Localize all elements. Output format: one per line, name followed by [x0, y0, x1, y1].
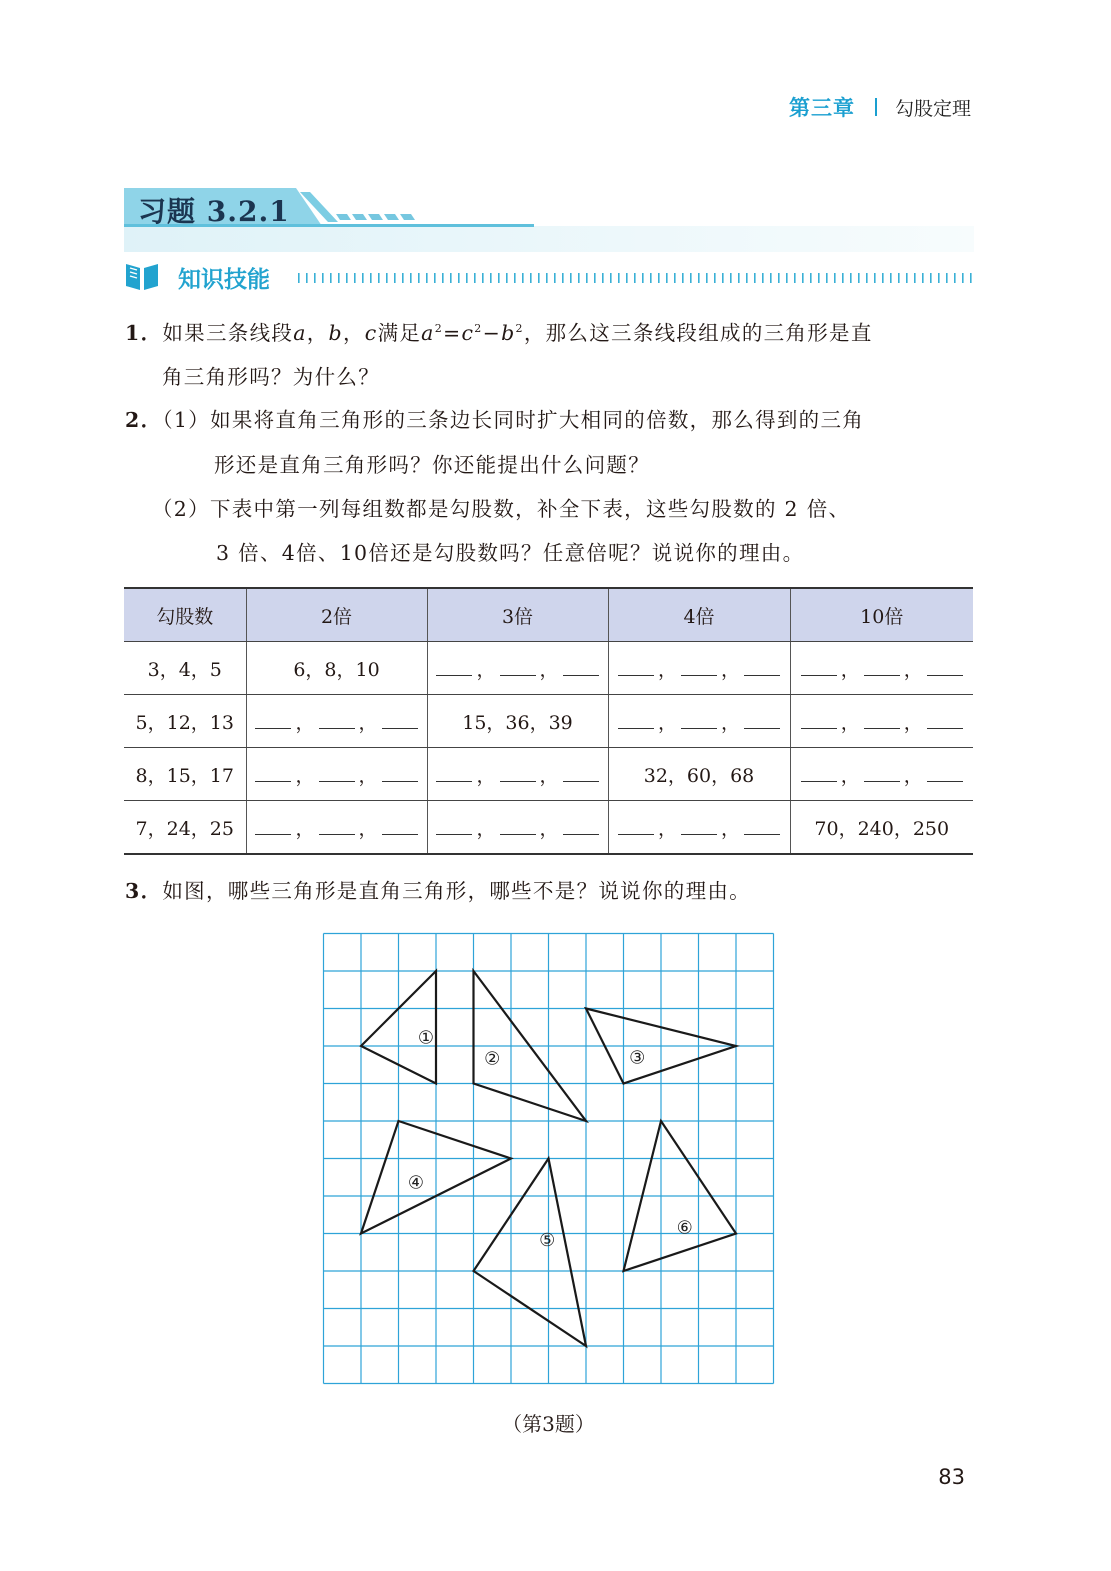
fill-in-blank[interactable]	[801, 765, 837, 782]
blank-separator: ，	[840, 658, 860, 681]
pythagorean-table	[124, 587, 973, 855]
fill-in-blank[interactable]	[927, 659, 963, 676]
section-title: 知识技能	[178, 267, 270, 293]
blank-separator: ，	[295, 817, 315, 840]
table-cell	[246, 748, 427, 801]
fill-in-blank[interactable]	[500, 659, 536, 676]
fill-in-blank[interactable]	[681, 818, 717, 835]
q3-number: 3．	[125, 879, 163, 903]
triangle-grid-figure	[322, 932, 776, 1386]
fill-in-blank[interactable]	[618, 712, 654, 729]
table-cell	[608, 642, 790, 695]
blank-separator: ，	[657, 817, 677, 840]
q1-eq-sup1: 2	[434, 322, 444, 335]
fill-in-blank[interactable]	[382, 818, 418, 835]
fill-in-blank[interactable]	[436, 659, 472, 676]
blank-separator: ，	[358, 711, 378, 734]
fill-in-blank[interactable]	[864, 712, 900, 729]
table-header: 勾股数	[124, 588, 246, 642]
blank-separator: ，	[903, 711, 923, 734]
fill-in-blank[interactable]	[319, 765, 355, 782]
fill-in-blank[interactable]	[382, 765, 418, 782]
q2-p1-text1: （1）如果将直角三角形的三条边长同时扩大相同的倍数，那么得到的三角	[162, 408, 865, 432]
table-cell: 8，15，17	[124, 748, 246, 801]
fill-in-blank[interactable]	[801, 659, 837, 676]
blank-separator: ，	[539, 817, 559, 840]
q1-eq-sup2: 2	[474, 322, 483, 335]
q2-p2-line2: 3 倍、4倍、10倍还是勾股数吗？任意倍呢？说说你的理由。	[216, 541, 805, 565]
fill-in-blank[interactable]	[319, 712, 355, 729]
q1-eq-equal: =	[443, 321, 462, 345]
table-cell	[608, 801, 790, 855]
blank-separator: ，	[539, 764, 559, 787]
table-header: 4倍	[608, 588, 790, 642]
triangle-label-4: ④	[407, 1172, 425, 1194]
table-cell: 32，60，68	[608, 748, 790, 801]
table-row	[124, 801, 973, 855]
blank-separator: ，	[295, 764, 315, 787]
page-number: 83	[938, 1465, 965, 1489]
q2-p1-line1	[125, 405, 864, 435]
table-cell	[790, 748, 973, 801]
q1-eq-a: a	[421, 321, 435, 345]
fill-in-blank[interactable]	[255, 818, 291, 835]
q1-comma1: ，	[306, 321, 329, 345]
fill-in-blank[interactable]	[382, 712, 418, 729]
blank-separator: ，	[476, 658, 496, 681]
table-cell	[608, 695, 790, 748]
book-icon	[124, 260, 160, 292]
q1-text-a: 如果三条线段	[162, 321, 294, 345]
q1-text-b: 满足	[377, 321, 422, 345]
q3-text: 如图，哪些三角形是直角三角形，哪些不是？说说你的理由。	[162, 879, 751, 903]
fill-in-blank[interactable]	[681, 712, 717, 729]
q1-text-c: ，那么这三条线段组成的三角形是直	[523, 321, 873, 345]
blank-separator: ，	[721, 711, 741, 734]
q1-var-c: c	[364, 321, 378, 345]
running-head	[789, 92, 971, 122]
table-cell	[427, 642, 608, 695]
chapter-title: 勾股定理	[894, 97, 971, 120]
table-row	[124, 748, 973, 801]
blank-separator: ，	[476, 764, 496, 787]
triangle-label-3: ③	[629, 1047, 646, 1069]
blank-separator: ，	[721, 817, 741, 840]
header-separator	[875, 98, 877, 116]
table-row	[124, 695, 973, 748]
fill-in-blank[interactable]	[500, 818, 536, 835]
q1-eq-c: c	[461, 321, 475, 345]
q2-number: 2．	[125, 408, 163, 432]
table-header: 3倍	[427, 588, 608, 642]
q1-var-a: a	[293, 321, 307, 345]
table-header-row	[124, 588, 973, 642]
blank-separator: ，	[476, 817, 496, 840]
q3-line	[125, 876, 751, 906]
table-cell: 6，8，10	[246, 642, 427, 695]
table-cell	[427, 801, 608, 855]
fill-in-blank[interactable]	[864, 659, 900, 676]
fill-in-blank[interactable]	[744, 659, 780, 676]
triangle-label-5: ⑤	[539, 1229, 556, 1251]
blank-separator: ，	[539, 658, 559, 681]
fill-in-blank[interactable]	[618, 659, 654, 676]
triangle-label-1: ①	[417, 1027, 435, 1049]
table-cell	[790, 642, 973, 695]
fill-in-blank[interactable]	[618, 818, 654, 835]
q1-eq-minus: −	[482, 321, 502, 345]
table-cell: 5，12，13	[124, 695, 246, 748]
q1-comma2: ，	[342, 321, 365, 345]
q2-p2-line1: （2）下表中第一列每组数都是勾股数，补全下表，这些勾股数的 2 倍、	[152, 497, 851, 521]
blank-separator: ，	[657, 658, 677, 681]
table-cell: 7，24，25	[124, 801, 246, 855]
fill-in-blank[interactable]	[255, 765, 291, 782]
blank-separator: ，	[358, 764, 378, 787]
triangle-label-6: ⑥	[676, 1217, 693, 1239]
q1-eq-b: b	[501, 321, 516, 345]
exercise-title: 习题 3.2.1	[138, 195, 290, 228]
q1-number: 1．	[125, 321, 163, 345]
fill-in-blank[interactable]	[255, 712, 291, 729]
blank-separator: ，	[840, 711, 860, 734]
figure-caption: （第3题）	[502, 1412, 595, 1436]
table-header: 2倍	[246, 588, 427, 642]
section-dotted-rule	[298, 271, 976, 285]
fill-in-blank[interactable]	[864, 765, 900, 782]
triangle-5	[474, 1159, 587, 1347]
table-header: 10倍	[790, 588, 973, 642]
table-cell	[246, 695, 427, 748]
fill-in-blank[interactable]	[801, 712, 837, 729]
fill-in-blank[interactable]	[436, 818, 472, 835]
blank-separator: ，	[358, 817, 378, 840]
blank-separator: ，	[721, 658, 741, 681]
fill-in-blank[interactable]	[927, 712, 963, 729]
blank-separator: ，	[657, 711, 677, 734]
q1-eq-sup3: 2	[515, 322, 524, 335]
q1-var-b: b	[328, 321, 343, 345]
fill-in-blank[interactable]	[563, 659, 599, 676]
blank-separator: ，	[903, 764, 923, 787]
fill-in-blank[interactable]	[744, 712, 780, 729]
table-cell	[427, 748, 608, 801]
q1-line1	[125, 318, 873, 348]
fill-in-blank[interactable]	[563, 818, 599, 835]
blank-separator: ，	[903, 658, 923, 681]
fill-in-blank[interactable]	[681, 659, 717, 676]
q1-line2: 角三角形吗？为什么？	[162, 365, 380, 389]
table-row	[124, 642, 973, 695]
q2-p1-line2: 形还是直角三角形吗？你还能提出什么问题？	[214, 453, 650, 477]
chapter-label: 第三章	[788, 96, 855, 120]
fill-in-blank[interactable]	[500, 765, 536, 782]
fill-in-blank[interactable]	[436, 765, 472, 782]
table-cell: 15，36，39	[427, 695, 608, 748]
table-cell	[790, 695, 973, 748]
fill-in-blank[interactable]	[319, 818, 355, 835]
table-cell: 70，240，250	[790, 801, 973, 855]
table-cell	[246, 801, 427, 855]
fill-in-blank[interactable]	[927, 765, 963, 782]
fill-in-blank[interactable]	[744, 818, 780, 835]
blank-separator: ，	[295, 711, 315, 734]
table-cell: 3，4，5	[124, 642, 246, 695]
blank-separator: ，	[840, 764, 860, 787]
fill-in-blank[interactable]	[563, 765, 599, 782]
triangle-label-2: ②	[484, 1048, 501, 1070]
